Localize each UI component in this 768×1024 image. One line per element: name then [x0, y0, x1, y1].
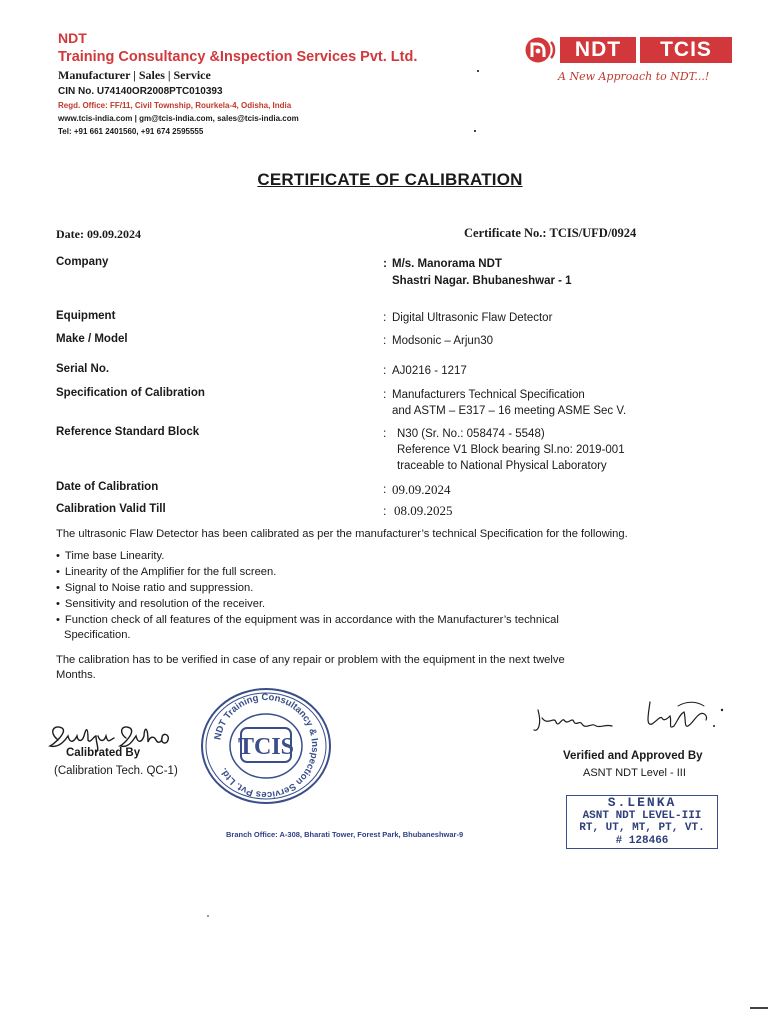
specification-value-line2: and ASTM – E317 – 16 meeting ASME Sec V.	[392, 405, 627, 417]
reference-block-value-line3: traceable to National Physical Laboratory	[397, 460, 607, 472]
list-item-continuation: Specification.	[64, 629, 131, 641]
serial-label: Serial No.	[56, 363, 110, 375]
serial-colon: :	[383, 363, 387, 377]
seal-name: S.LENKA	[607, 795, 677, 810]
make-model-value: Modsonic – Arjun30	[392, 335, 494, 347]
level-iii-seal	[566, 795, 718, 849]
specification-value-line1: Manufacturers Technical Specification	[392, 389, 585, 401]
equipment-colon: :	[383, 310, 387, 324]
company-colon: :	[383, 256, 387, 270]
list-item: • Function check of all features of the equipment was in accordance with the Manufacturer’s technical	[56, 612, 559, 628]
logo-tcis-text: TCIS	[640, 37, 732, 63]
branch-office-address: Branch Office: A-308, Bharati Tower, Forest Park, Bhubaneshwar-9	[226, 830, 464, 839]
calibration-checklist	[56, 548, 559, 628]
date-of-calibration-colon: :	[383, 482, 387, 496]
verified-approved-label: Verified and Approved By	[563, 750, 703, 762]
logo-mark-icon	[524, 36, 558, 64]
list-item: • Time base Linearity.	[56, 548, 559, 564]
company-label: Company	[56, 256, 109, 268]
company-regd-office: Regd. Office: FF/11, Civil Township, Rourkela-4, Odisha, India	[58, 101, 292, 110]
scan-speck	[477, 70, 479, 72]
asnt-level-label: ASNT NDT Level - III	[583, 767, 686, 779]
reference-block-colon: :	[383, 426, 387, 440]
seal-methods: RT, UT, MT, PT, VT.	[579, 822, 705, 834]
scan-speck	[750, 1007, 768, 1009]
certificate-date: Date: 09.09.2024	[56, 227, 141, 241]
company-value-line2: Shastri Nagar. Bhubaneshwar - 1	[392, 275, 572, 287]
serial-value: AJ0216 - 1217	[392, 365, 467, 377]
company-services: Manufacturer | Sales | Service	[58, 68, 211, 82]
list-item: • Linearity of the Amplifier for the full screen.	[56, 564, 559, 580]
logo-tagline: A New Approach to NDT...!	[558, 70, 710, 83]
approver-signature	[528, 696, 738, 742]
ndt-tcis-logo	[524, 36, 732, 64]
date-of-calibration-label: Date of Calibration	[56, 481, 159, 493]
date-of-calibration-value: 09.09.2024	[392, 482, 451, 497]
svg-text:TCIS: TCIS	[237, 734, 295, 760]
company-telephone: Tel: +91 661 2401560, +91 674 2595555	[58, 127, 204, 136]
logo-ndt-text: NDT	[560, 37, 636, 63]
reference-block-value-line1: N30 (Sr. No.: 058474 - 5548)	[397, 428, 545, 440]
svg-text:NDT Training Consultancy & Ins: NDT Training Consultancy & Inspection Services Pvt. Ltd.	[212, 691, 321, 801]
company-value-line1: M/s. Manorama NDT	[392, 258, 502, 270]
company-web-email: www.tcis-india.com | gm@tcis-india.com, sales@tcis-india.com	[58, 114, 299, 123]
equipment-value: Digital Ultrasonic Flaw Detector	[392, 312, 553, 324]
reference-block-value-line2: Reference V1 Block bearing Sl.no: 2019-001	[397, 444, 625, 456]
certificate-number: Certificate No.: TCIS/UFD/0924	[464, 226, 637, 240]
reference-block-label: Reference Standard Block	[56, 426, 200, 438]
list-item: • Sensitivity and resolution of the receiver.	[56, 596, 559, 612]
equipment-label: Equipment	[56, 310, 116, 322]
seal-level: ASNT NDT LEVEL-III	[582, 809, 702, 822]
scan-speck	[474, 130, 476, 132]
company-cin: CIN No. U74140OR2008PTC010393	[58, 86, 223, 97]
seal-number: # 128466	[615, 834, 669, 847]
valid-till-value: 08.09.2025	[394, 503, 453, 518]
verification-note-line2: Months.	[56, 669, 96, 681]
specification-colon: :	[383, 387, 387, 401]
list-item: • Signal to Noise ratio and suppression.	[56, 580, 559, 596]
company-stamp-icon	[197, 684, 335, 808]
company-name: Training Consultancy &Inspection Services Pvt. Ltd.	[58, 49, 418, 65]
calibration-tech-label: (Calibration Tech. QC-1)	[54, 765, 178, 777]
make-model-colon: :	[383, 333, 387, 347]
valid-till-colon: :	[383, 504, 387, 518]
scan-speck	[207, 915, 209, 917]
specification-label: Specification of Calibration	[56, 387, 205, 399]
calibration-intro: The ultrasonic Flaw Detector has been calibrated as per the manufacturer’s technical Specification for the following.	[56, 528, 628, 540]
company-ndt-label: NDT	[58, 30, 87, 46]
valid-till-label: Calibration Valid Till	[56, 503, 166, 515]
make-model-label: Make / Model	[56, 333, 128, 345]
verification-note-line1: The calibration has to be verified in case of any repair or problem with the equipment in the next twelve	[56, 654, 565, 666]
calibrated-by-label: Calibrated By	[66, 747, 141, 759]
certificate-title: CERTIFICATE OF CALIBRATION	[257, 170, 523, 189]
